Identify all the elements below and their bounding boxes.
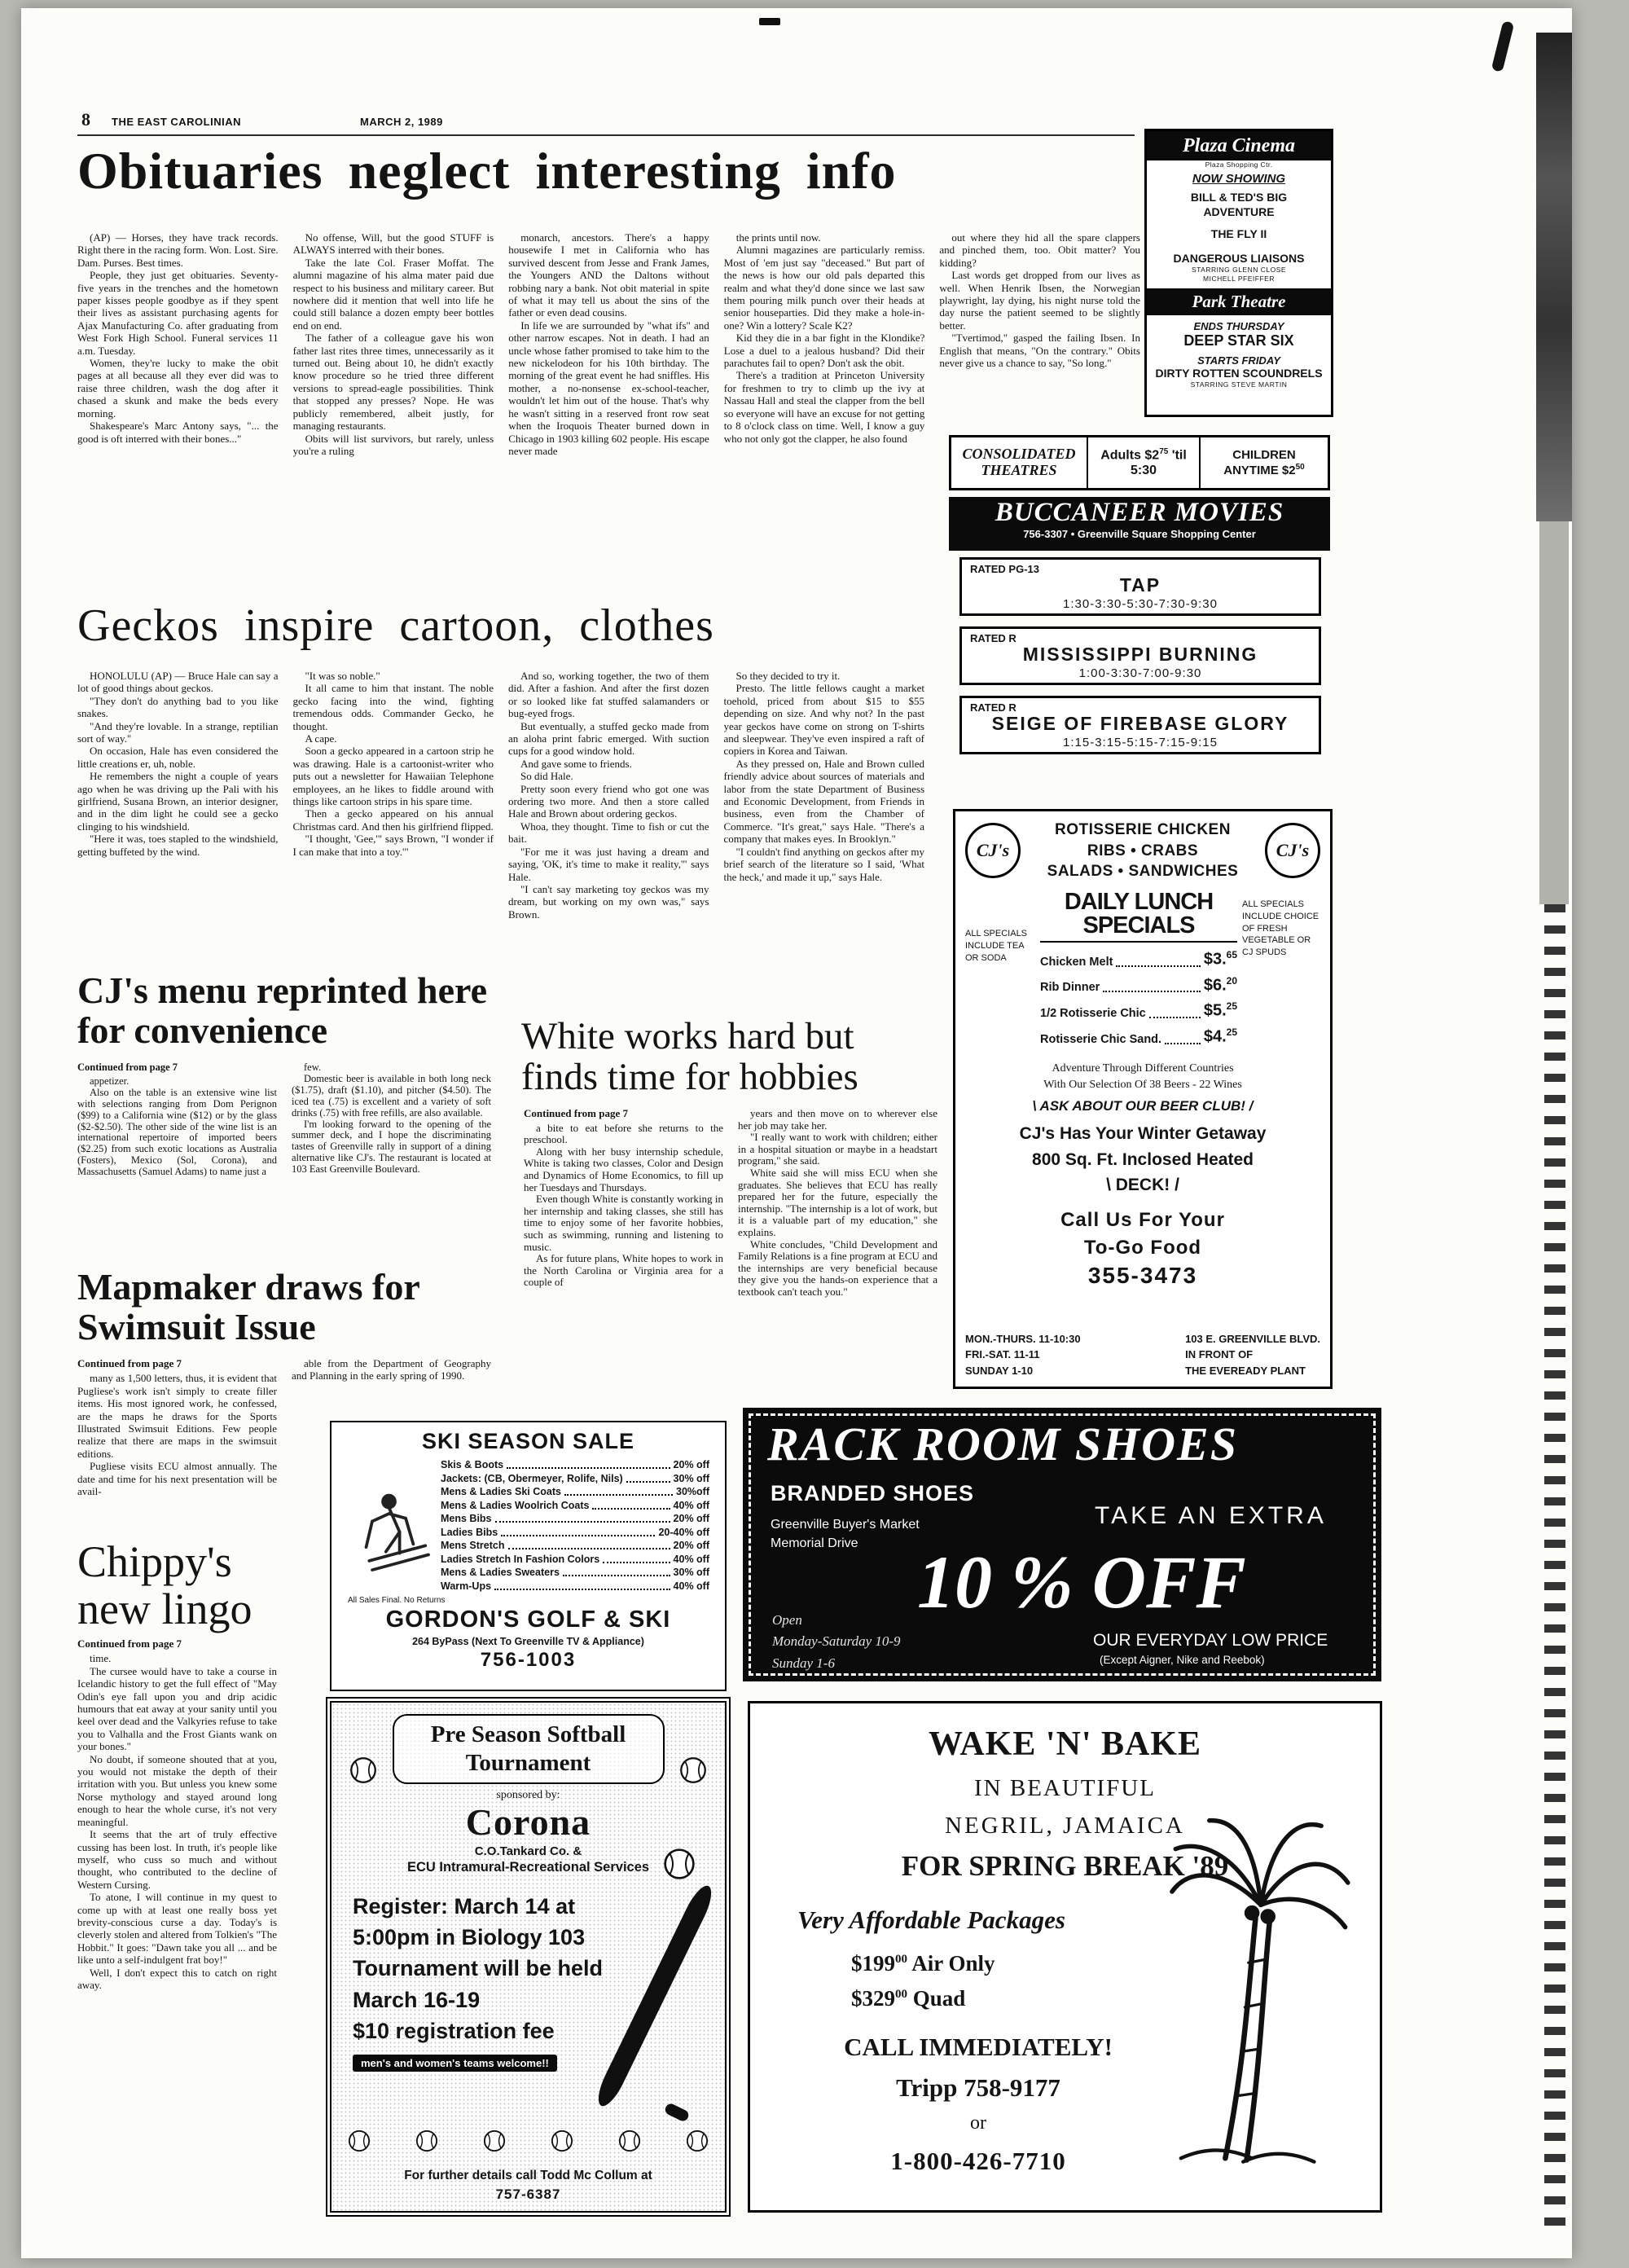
- paragraph: It seems that the art of truly effective cussing has been lost. In truth, it's people like myself, who cuss so much and without thought, who contributed to the decline of Western Cursing.: [77, 1828, 277, 1891]
- baseball-icon: [349, 1756, 377, 1784]
- paragraph: Obits will list survivors, but rarely, unless you're a ruling: [292, 432, 494, 457]
- ecu-intramural-line: ECU Intramural-Recreational Services: [406, 1859, 650, 1875]
- paragraph: Presto. The little fellows caught a market toehold, priced from about $15 to $55 depending on size. And why not? In the past year geckos have come on strong on T-shirts and sleepwear. They've even inspired a raft of copiers in Korea and Taiwan.: [723, 682, 924, 758]
- paragraph: "And they're lovable. In a strange, reptilian sort of way.": [77, 719, 279, 745]
- article-column: [724, 670, 925, 965]
- plaza-cinema-ad: [1144, 129, 1333, 417]
- ski-sale-items: [441, 1459, 709, 1593]
- rack-room-shoes-ad: [743, 1408, 1381, 1681]
- ski-sale-title: SKI SEASON SALE: [421, 1429, 635, 1453]
- tournament-detail-line: $10 registration fee: [353, 2019, 555, 2044]
- baseball-icon: [679, 1756, 707, 1784]
- masthead: [81, 111, 1136, 129]
- article-column: [738, 1108, 937, 1401]
- baseball-icon: [415, 2130, 438, 2152]
- park-theatre-name: Park Theatre: [1147, 288, 1331, 314]
- consolidated-line2: THEATRES: [981, 462, 1057, 478]
- store-phone: 756-1003: [480, 1648, 577, 1671]
- movie-listing: [959, 696, 1321, 754]
- address-line: IN FRONT OF: [1185, 1348, 1254, 1360]
- lunch-specials-list: [1040, 949, 1237, 1047]
- baseball-icon: [551, 2130, 573, 2152]
- everyday-low-price-label: OUR EVERYDAY LOW PRICE: [1093, 1631, 1328, 1650]
- baseball-icon: [618, 2130, 641, 2152]
- paragraph: Then a gecko appeared on his annual Christmas card. And then his girlfriend flipped.: [292, 807, 494, 833]
- buccaneer-movies-banner: [949, 497, 1330, 551]
- hours-line: Monday-Saturday 10-9: [772, 1633, 901, 1650]
- baseball-icon: [686, 2130, 709, 2152]
- film-title: DIRTY ROTTEN SCOUNDRELS: [1155, 366, 1323, 380]
- baseball-bat-graphic: [592, 1882, 717, 2110]
- getaway-line: \ DECK! /: [1106, 1176, 1179, 1195]
- adults-price-sup: 75: [1159, 446, 1169, 456]
- movie-times: 1:00-3:30-7:00-9:30: [1078, 666, 1202, 681]
- baseball-icon: [483, 2130, 506, 2152]
- lunch-special-item: Chicken Melt $3.65: [1040, 948, 1237, 969]
- movie-rating: RATED R: [970, 701, 1016, 714]
- details-contact-line: For further details call Todd Mc Collum at: [404, 2169, 652, 2182]
- paragraph: able from the Department of Geography and Planning in the early spring of 1990.: [292, 1357, 491, 1382]
- now-showing-label: NOW SHOWING: [1192, 172, 1286, 187]
- film-title: BILL & TED'S BIG: [1190, 191, 1288, 204]
- paragraph: Take the late Col. Fraser Moffat. The alumni magazine of his alma mater paid due respect to his business and military career. But nowhere did it mention that well into life he could still balance a dozen empty beer bottles end on end.: [292, 256, 494, 332]
- wake-line4: FOR SPRING BREAK '89: [901, 1850, 1229, 1882]
- ski-fine-print: All Sales Final. No Returns: [348, 1595, 446, 1605]
- lunch-special-item: 1/2 Rotisserie Chic $5.25: [1040, 1000, 1237, 1020]
- paragraph: monarch, ancestors. There's a happy housewife I met in California who has survived descent from Jesse and Frank James, the Youngers AND the Daltons without robbing nary a bank. Not obit material in spite of what it may tell us about the sins of the father or even dead cousins.: [508, 231, 709, 319]
- location-line: Greenville Buyer's Market: [771, 1518, 920, 1532]
- hours-line: SUNDAY 1-10: [965, 1364, 1034, 1377]
- location-line: Memorial Drive: [771, 1536, 858, 1551]
- sale-item: Mens Stretch 20% off: [441, 1540, 709, 1551]
- corona-logo: Corona: [465, 1800, 591, 1843]
- film-title: THE FLY II: [1210, 227, 1267, 241]
- film-starring: MICHELL PFEIFFER: [1203, 275, 1275, 284]
- wake-line3: NEGRIL, JAMAICA: [945, 1813, 1185, 1839]
- affordable-packages-label: Very Affordable Packages: [797, 1905, 1065, 1934]
- scan-artifact: [1536, 33, 1572, 521]
- tournament-detail-line: 5:00pm in Biology 103: [353, 1925, 586, 1950]
- movie-listing: [959, 626, 1321, 685]
- paragraph: Well, I don't expect this to catch on right away.: [77, 1966, 277, 1991]
- baseball-row: [348, 2130, 709, 2152]
- winter-getaway-text: [965, 1121, 1320, 1198]
- paragraph: It all came to him that instant. The noble gecko facing into the wind, fighting tremendous odds. Commander Gecko, he thought.: [292, 682, 494, 732]
- branded-shoes-label: BRANDED SHOES: [771, 1481, 975, 1505]
- movie-times: 1:30-3:30-5:30-7:30-9:30: [1063, 597, 1218, 612]
- hours-line: FRI.-SAT. 11-11: [965, 1348, 1040, 1360]
- cjs-logo-icon: CJ's: [1265, 823, 1320, 878]
- movie-rating: RATED R: [970, 632, 1016, 644]
- paragraph: People, they just get obituaries. Seventy-five years in the trenches and the hometown paper kisses people goodbye as if they spent their lives as assistant purchasing agents for Ajax Manufacturing Co. after graduating from West Fork High School. Funeral services 11 a.m. Tuesday.: [77, 269, 279, 357]
- cjs-head-line: SALADS • SANDWICHES: [1047, 863, 1239, 881]
- discount-amount: 10 % OFF: [917, 1541, 1246, 1624]
- paragraph: many as 1,500 letters, thus, it is evident that Pugliese's work isn't simply to create filler items. His most ignored work, he confessed, are the maps he draws for the Sports Illustrated Swimsuit Editions. Few people realize that there are maps in the swimsuit editions.: [77, 1372, 277, 1460]
- address-line: THE EVEREADY PLANT: [1185, 1364, 1306, 1377]
- paragraph: out where they hid all the spare clappers and pinched them, too. Obit matter? You kidding?: [939, 231, 1140, 269]
- paragraph: And gave some to friends.: [520, 757, 632, 770]
- store-name: GORDON'S GOLF & SKI: [385, 1606, 671, 1633]
- paragraph: On occasion, Hale has even considered the little creations er, uh, noble.: [77, 745, 279, 770]
- togo-line: Call Us For Your: [1060, 1208, 1225, 1231]
- paragraph: "It was so noble.": [305, 670, 380, 682]
- getaway-line: 800 Sq. Ft. Inclosed Heated: [1032, 1149, 1254, 1169]
- cjs-head-line: RIBS • CRABS: [1087, 842, 1199, 859]
- paragraph: White said she will miss ECU when she graduates. She believes that ECU has really prepared her for the future, especially the internship. "The internship is a lot of work, but it is a valuable part of my education," she explains.: [738, 1166, 937, 1238]
- paragraph: the prints until now.: [735, 231, 821, 244]
- paragraph: Also on the table is an extensive wine list with selections ranging from Dom Perignon ($99) to a California wine ($12) or by the glass ($2-$2.50). The other side of the wine list is an international repertoire of imported beers ($2.25) from such exotic locations as Australia (Fosters), Mexico (Sol, Corona), and Massachusetts (Samuel Adams) to name just a: [77, 1086, 277, 1178]
- tournament-title-box: [393, 1714, 665, 1784]
- article-column: [508, 670, 709, 965]
- hours-line: MON.-THURS. 11-10:30: [965, 1332, 1081, 1345]
- sale-item: Skis & Boots 20% off: [441, 1459, 709, 1470]
- cjs-logo-icon: CJ's: [965, 823, 1021, 878]
- paragraph: Alumni magazines are particularly remiss. Most of 'em just say "deceased." But part of the news is how our old pals departed this realm and what they'd done since we last saw them pouring milk punch over their heads at senior houseparties. Did they make a hole-in-one? Win a lottery? Scale K2?: [723, 244, 925, 332]
- paragraph: In life we are surrounded by "what ifs" and other narrow escapes. Not in death. I had an uncle whose father promised to take him to the new nickelodeon for his 10th birthday. The morning of the great event he had sniffles. His mother, a no-nonsense ex-school-teacher, wouldn't let him out of the house. That's why he wasn't sitting in a reserved front row seat when the Iroquois Theater burned down in Chicago in 1903 killing 602 people. His escape never made: [508, 319, 709, 457]
- cjs-address: [1185, 1331, 1320, 1379]
- call-immediately-label: CALL IMMEDIATELY!: [844, 2033, 1113, 2061]
- movie-title: SEIGE OF FIREBASE GLORY: [991, 713, 1289, 734]
- cjs-adventure-line: Adventure Through Different Countries: [1052, 1061, 1234, 1075]
- paragraph: few.: [304, 1062, 322, 1073]
- paragraph: No doubt, if someone shouted that at you, you would not mistake the depth of their irritation with you. But unless you knew some Norse mythology and stayed around long enough to hear the whole curse, it's not very meaningful.: [77, 1752, 277, 1828]
- paragraph: appetizer.: [90, 1075, 130, 1087]
- package-prices: [851, 1946, 995, 2016]
- movie-title: MISSISSIPPI BURNING: [1022, 644, 1258, 665]
- consolidated-name: [951, 437, 1088, 488]
- paragraph: Pugliese visits ECU almost annually. The date and time for his next presentation will be avail-: [77, 1460, 277, 1498]
- paragraph: White concludes, "Child Development and Family Relations is a fine program at ECU and the internships are very beneficial because they give you the hands-on experience that a textbook can't teach you.": [738, 1237, 937, 1298]
- beer-club-line: \ ASK ABOUT OUR BEER CLUB! /: [1032, 1098, 1254, 1114]
- buccaneer-title: BUCCANEER MOVIES: [995, 498, 1284, 527]
- tournament-detail-line: Register: March 14 at: [353, 1893, 576, 1919]
- film-starring: STARRING GLENN CLOSE: [1191, 266, 1287, 275]
- paragraph: HONOLULU (AP) — Bruce Hale can say a lot of good things about geckos.: [77, 670, 279, 695]
- paragraph: No offense, Will, but the good STUFF is ALWAYS interred with their bones.: [292, 231, 494, 257]
- palm-tree-icon: [1163, 1798, 1359, 2181]
- paragraph: Even though White is constantly working in her internship and taking classes, she still has time to enjoy some of her favorite hobbies, such as swimming, running and listening to music.: [524, 1193, 723, 1253]
- paragraph: As they pressed on, Hale and Brown culled friendly advice about sources of materials and labor from the state Department of Business and Economic Development, from Friends in business, even from the Chamber of Commerce. "It's great," says Hale. "There's a company that makes eyes. In Brooklyn.": [723, 757, 924, 846]
- paragraph: "Tvertimod," gasped the failing Ibsen. In English that means, "On the contrary." Obits never give us a chance to say, "So long.": [939, 332, 1140, 370]
- film-starring: STARRING STEVE MARTIN: [1190, 380, 1288, 389]
- publication-name: THE EAST CAROLINIAN: [112, 116, 241, 128]
- children-price: [1201, 437, 1328, 488]
- sponsored-by-label: sponsored by:: [496, 1788, 560, 1801]
- wake-title: WAKE 'N' BAKE: [928, 1725, 1202, 1763]
- paragraph: Domestic beer is available in both long neck ($1.75), draft ($1.10), and pitcher ($4.50). The iced tea (.75) is excellent and a variety of soft drinks (.75) with free refills, are also available.: [292, 1072, 491, 1119]
- film-title: DANGEROUS LIAISONS: [1173, 251, 1305, 265]
- paragraph: "I thought, 'Gee,'" says Brown, "I wonder if I can make that into a toy.'": [292, 833, 494, 858]
- issue-date: MARCH 2, 1989: [360, 116, 443, 128]
- cjs-restaurant-ad: [953, 809, 1333, 1389]
- movie-listings: [959, 557, 1321, 765]
- cjs-menu-article-body: [77, 1062, 491, 1263]
- wake-phone-1: Tripp 758-9177: [896, 2073, 1060, 2102]
- sale-item: Mens Bibs 20% off: [441, 1513, 709, 1524]
- scan-artifact: [759, 18, 780, 25]
- wake-n-bake-ad: [748, 1701, 1382, 2213]
- store-hours: [772, 1610, 901, 1674]
- movie-rating: RATED PG-13: [970, 563, 1039, 575]
- headline-obituaries: Obituaries neglect interesting info: [77, 142, 897, 200]
- or-label: or: [970, 2112, 986, 2134]
- sale-item: Ladies Stretch In Fashion Colors 40% off: [441, 1553, 709, 1565]
- headline-white: White works hard but finds time for hobbies: [521, 1015, 858, 1098]
- paragraph: "I really want to work with children; either in a hospital situation or maybe in a headstart program," she said.: [738, 1131, 937, 1167]
- scan-artifact: [1544, 904, 1565, 2232]
- sale-item: Mens & Ladies Ski Coats 30%off: [441, 1486, 709, 1497]
- address-line: 103 E. GREENVILLE BLVD.: [1185, 1332, 1320, 1345]
- cjs-adventure-text: [965, 1061, 1320, 1094]
- children-price-text: ANYTIME $2: [1223, 463, 1296, 477]
- chippy-article-body: [77, 1637, 277, 2211]
- film-title: ADVENTURE: [1203, 204, 1275, 218]
- article-column: [292, 1062, 491, 1263]
- baseball-icon: [348, 2130, 371, 2152]
- paragraph: I'm looking forward to the opening of the summer deck, and I hope the discriminating tastes of Greenville rally in support of a dining alternative like CJ's. The restaurant is located at 103 East Greenville Boulevard.: [292, 1118, 491, 1176]
- paragraph: So they decided to try it.: [735, 670, 841, 682]
- paragraph: time.: [90, 1652, 112, 1665]
- togo-line: To-Go Food: [1083, 1237, 1202, 1259]
- article-column: [77, 670, 279, 965]
- package-price: $\$329^{00}$ Quad: [851, 1986, 966, 2011]
- starts-label: STARTS FRIDAY: [1197, 354, 1280, 367]
- paragraph: A cape.: [305, 732, 337, 745]
- continued-kicker: Continued from page 7: [524, 1108, 628, 1119]
- cjs-left-note: ALL SPECIALS INCLUDE TEA OR SODA: [965, 928, 1028, 963]
- wake-phone-2: 1-800-426-7710: [890, 2147, 1066, 2175]
- paragraph: "Here it was, toes stapled to the windshield, getting buffeted by the wind.: [77, 833, 279, 858]
- article-column: [293, 670, 494, 965]
- headline-mapmaker: Mapmaker draws for Swimsuit Issue: [77, 1266, 419, 1347]
- daily-lunch-specials-title: DAILY LUNCH SPECIALS: [1040, 890, 1237, 943]
- paragraph: Whoa, they thought. Time to fish or cut the bait.: [508, 820, 709, 846]
- paragraph: And so, working together, the two of them did. After a fashion. And after the first dozen or so looked like fat stuffed salamanders or bug-eyed frogs.: [508, 670, 709, 720]
- tournament-details: [353, 1892, 605, 2046]
- plaza-address: Plaza Shopping Ctr.: [1205, 160, 1273, 169]
- movie-times: 1:15-3:15-5:15-7:15-9:15: [1063, 736, 1218, 750]
- package-price: $\$199^{00}$ Air Only: [851, 1951, 995, 1976]
- article-column: [724, 231, 925, 577]
- paragraph: Pretty soon every friend who got one was ordering two more. And then a store called Hale and Brown about ordering geckos.: [508, 782, 709, 820]
- paragraph: Shakespeare's Marc Antony says, "... the good is oft interred with their bones...": [77, 420, 279, 445]
- scan-artifact: [1539, 521, 1569, 904]
- paragraph: The father of a colleague gave his won father last rites three times, unnecessarily as it turned out. Being about 10, he didn't exactly know procedure so he tried three different versions to spread-eagle possibilities. Think that stopped any presses? Nope. He was publicly remembered, albeit justly, for managing restaurants.: [292, 332, 494, 433]
- tournament-title-line: Tournament: [465, 1749, 591, 1776]
- hours-line: Open: [772, 1612, 802, 1628]
- paragraph: But eventually, a stuffed gecko made from an aloha print fabric emerged. With suction cups for a good window hold.: [508, 719, 709, 758]
- sale-item: Ladies Bibs 20-40% off: [441, 1526, 709, 1538]
- paragraph: He remembers the night a couple of years ago when he was driving up the Pali with his girlfriend, Susana Brown, an interior designer, and in the dim light he could see a gecko clinging to his windshield.: [77, 770, 279, 833]
- children-label: CHILDREN: [1232, 447, 1296, 462]
- getaway-line: CJ's Has Your Winter Getaway: [1019, 1124, 1267, 1144]
- cjs-adventure-line: With Our Selection Of 38 Beers - 22 Wines: [1043, 1078, 1242, 1091]
- headline-geckos: Geckos inspire cartoon, clothes: [77, 600, 714, 651]
- cjs-head-line: ROTISSERIE CHICKEN: [1055, 821, 1231, 838]
- tournament-title-line: Pre Season Softball: [430, 1721, 626, 1747]
- cjs-ad-header: [1047, 820, 1239, 882]
- article-column: [77, 1062, 277, 1263]
- ski-sale-ad: [330, 1421, 727, 1691]
- wake-line2: IN BEAUTIFUL: [974, 1775, 1156, 1801]
- paragraph: "I couldn't find anything on geckos after my brief search of the literature so I said, 'What the heck,' and made it up," says Hale.: [723, 845, 924, 883]
- paragraph: (AP) — Horses, they have track records. Right there in the racing form. Won. Lost. Sire. Dam. Purses. Best times.: [77, 231, 279, 269]
- paragraph: years and then move on to wherever else her job may take her.: [738, 1108, 937, 1132]
- teams-welcome-label: men's and women's teams welcome!!: [353, 2055, 557, 2072]
- lunch-special-item: Rib Dinner $6.20: [1040, 974, 1237, 995]
- paragraph: Soon a gecko appeared in a cartoon strip he was drawing. Hale is a cartoonist-writer who puts out a newsletter for Hawaiian Telephone employees, an he likes to fiddle around with things like cartoon strips in his spare time.: [292, 745, 494, 808]
- lunch-special-item: Rotisserie Chic Sand. $4.25: [1040, 1026, 1237, 1046]
- adults-price-line2: 5:30: [1130, 464, 1157, 478]
- geckos-article-body: [77, 670, 924, 965]
- paragraph: There's a tradition at Princeton University for freshmen to try to climb up the ivy at Nassau Hall and steal the clapper from the bell so everyone will have an excuse for not getting to 8 o'clock class on time. Well, I know a guy who not only got the clapper, he also found: [723, 369, 925, 445]
- page-number: 8: [81, 109, 90, 130]
- paragraph: "For me it was just having a dream and saying, 'OK, it's time to make it reality,'" says Hale.: [508, 845, 709, 883]
- adults-price: [1088, 437, 1201, 488]
- cjs-phone: 355-3473: [1087, 1263, 1198, 1289]
- continued-kicker: Continued from page 7: [77, 1062, 178, 1073]
- exception-note: (Except Aigner, Nike and Reebok): [1100, 1654, 1265, 1666]
- continued-kicker: Continued from page 7: [77, 1637, 182, 1650]
- tournament-phone: 757-6387: [495, 2187, 561, 2202]
- paragraph: To atone, I will continue in my quest to come up with at least one really boss yet brevity-conscious curse a day. Today's is cleverly stolen and altered from Tolkien's "The Hobbit." It goes: "Dawn take you all ... and be like unto a self-indulgent frat boy!": [77, 1891, 277, 1967]
- hours-line: Sunday 1-6: [772, 1655, 835, 1671]
- paragraph: Last words get dropped from our lives as well. When Henrik Ibsen, the Norwegian playwright, lay dying, his night nurse told the day nurse the patient seemed to be slightly better.: [939, 269, 1140, 332]
- movie-listing: [959, 557, 1321, 616]
- tournament-detail-line: Tournament will be held: [353, 1956, 604, 1981]
- ends-label: ENDS THURSDAY: [1193, 319, 1284, 332]
- paragraph: Women, they're lucky to make the obit pages at all because all they ever did was to raise three children, wash the dog after it chased a skunk and make the beds every morning.: [77, 357, 279, 420]
- paragraph: As for future plans, White hopes to work in the North Carolina or Virginia area for a couple of: [524, 1252, 723, 1289]
- buccaneer-subtitle: 756-3307 • Greenville Square Shopping Center: [1023, 528, 1256, 540]
- take-an-extra-label: TAKE AN EXTRA: [1095, 1502, 1327, 1529]
- masthead-rule: [77, 134, 1135, 136]
- consolidated-theatres-box: [949, 435, 1330, 490]
- article-column: [524, 1108, 723, 1401]
- adults-price-post: 'til: [1171, 447, 1187, 462]
- article-column: [77, 1357, 277, 1530]
- paragraph: The cursee would have to take a course in Icelandic history to get the full effect of "May Odin's eye fall upon you and drip acidic humours that eat away at your sanity until you keel over dead and the Valkyries refuse to take you to Valhalla and the Frost Giants wank on your bones.": [77, 1664, 277, 1753]
- consolidated-line1: CONSOLIDATED: [962, 446, 1076, 463]
- tankard-line: C.O.Tankard Co. &: [474, 1844, 582, 1858]
- movie-title: TAP: [1119, 574, 1161, 596]
- softball-tournament-ad: [330, 1701, 727, 2213]
- rack-room-location: [771, 1515, 920, 1553]
- sale-item: Warm-Ups 40% off: [441, 1580, 709, 1592]
- film-title: DEEP STAR SIX: [1183, 332, 1294, 349]
- cjs-right-note: ALL SPECIALS INCLUDE CHOICE OF FRESH VEGETABLE OR CJ SPUDS: [1242, 899, 1319, 958]
- sale-item: Mens & Ladies Woolrich Coats 40% off: [441, 1499, 709, 1511]
- cjs-hours: [965, 1331, 1081, 1379]
- tournament-detail-line: March 16-19: [353, 1987, 481, 2012]
- baseball-icon: [663, 1848, 696, 1880]
- paragraph: "They don't do anything bad to you like snakes.: [77, 694, 279, 720]
- white-article-body: [524, 1108, 937, 1401]
- rack-room-title: RACK ROOM SHOES: [767, 1418, 1238, 1470]
- paragraph: Kid they die in a bar fight in the Klondike? Lose a duel to a jealous husband? Did their parachutes fail to open? Don't ask the obit.: [723, 332, 925, 370]
- paragraph: a bite to eat before she returns to the preschool.: [524, 1121, 723, 1146]
- plaza-cinema-name: Plaza Cinema: [1147, 131, 1331, 160]
- sale-item: Jackets: (CB, Obermeyer, Rolife, Nils) 30% off: [441, 1472, 709, 1484]
- skier-icon: [349, 1476, 441, 1598]
- article-column: [508, 231, 709, 577]
- headline-cjs-menu: CJ's menu reprinted here for convenience: [77, 969, 487, 1051]
- children-price-sup: 50: [1295, 462, 1305, 472]
- paragraph: Along with her busy internship schedule, White is taking two classes, Color and Design and Dynamics of Home Economics, to fill up her Tuesdays and Thursdays.: [524, 1145, 723, 1193]
- togo-text: [965, 1207, 1320, 1290]
- article-column: [293, 231, 494, 577]
- continued-kicker: Continued from page 7: [77, 1357, 182, 1369]
- baseball-bat-knob: [663, 2102, 690, 2123]
- headline-chippy: Chippy's new lingo: [77, 1537, 252, 1634]
- article-column: [77, 1637, 277, 2211]
- sale-item: Mens & Ladies Sweaters 30% off: [441, 1567, 709, 1578]
- paragraph: "I can't say marketing toy geckos was my dream, but working on my own was," says Brown.: [508, 882, 709, 921]
- paragraph: So did Hale.: [520, 770, 573, 783]
- article-column: [77, 231, 279, 577]
- adults-price-text: Adults $2: [1100, 447, 1160, 462]
- store-address: 264 ByPass (Next To Greenville TV & Appliance): [412, 1635, 644, 1647]
